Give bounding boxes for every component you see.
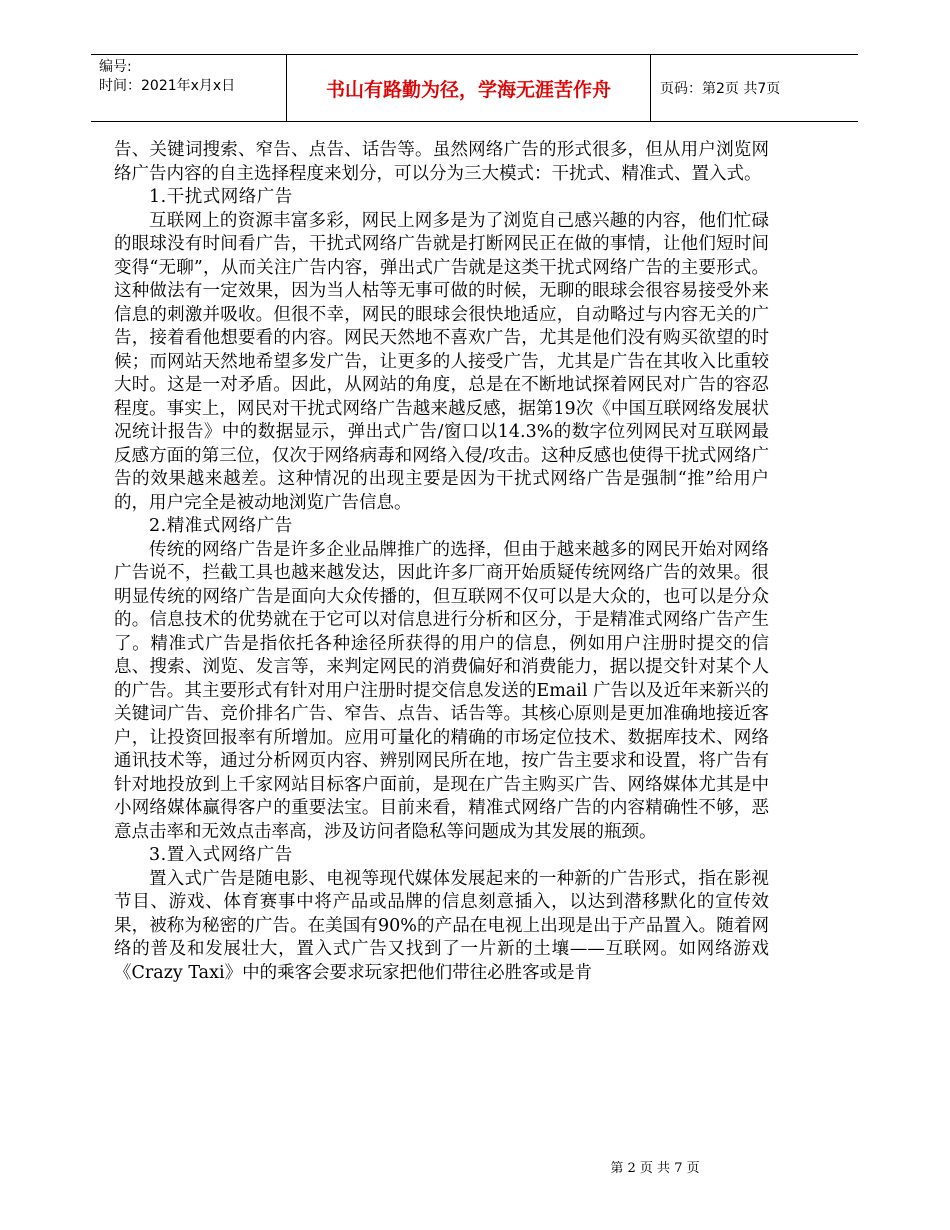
section-heading: 1.干扰式网络广告 xyxy=(149,187,293,207)
page-header xyxy=(91,54,858,122)
paragraph: 互联网上的资源丰富多彩，网民上网多是为了浏览自己感兴趣的内容，他们忙碌的眼球没有时间看广告，干扰式网络广告就是打断网民正在做的事情，让他们短时间变得“无聊”，从而关注广告内容，弹出式广告就是这类干扰式网络广告的主要形式。这种做法有一定效果，因为当人枯等无事可做的时候，无聊的眼球会很容易接受外来信息的刺激并吸收。但很不幸，网民的眼球会很快地适应，自动略过与内容无关的广告，接着看他想要看的内容。网民天然地不喜欢广告，尤其是他们没有购买欲望的时候；而网站天然地希望多发广告，让更多的人接受广告，尤其是广告在其收入比重较大时。这是一对矛盾。因此，从网站的角度，总是在不断地试探着网民对广告的容忍程度。事实上，网民对干扰式网络广告越来越反感，据第19次《中国互联网络发展状况统计报告》中的数据显示，弹出式广告/窗口以14.3%的数字位列网民对互联网最反感方面的第三位，仅次于网络病毒和网络入侵/攻击。这种反感也使得干扰式网络广告的效果越来越差。这种情况的出现主要是因为干扰式网络广告是强制“推”给用户的，用户完全是被动地浏览广告信息。 xyxy=(114,210,769,513)
section-heading: 3.置入式网络广告 xyxy=(149,845,293,865)
page-footer: 第 2 页 共 7 页 xyxy=(610,1161,700,1176)
paragraph: 置入式广告是随电影、电视等现代媒体发展起来的一种新的广告形式，指在影视节目、游戏、体育赛事中将产品或品牌的信息刻意插入，以达到潜移默化的宣传效果，被称为秘密的广告。在美国有90%的产品在电视上出现是出于产品置入。随着网络的普及和发展壮大，置入式广告又找到了一片新的土壤——互联网。如网络游戏《Crazy Taxi》中的乘客会要求玩家把他们带往必胜客或是肯 xyxy=(114,868,769,983)
section-heading: 2.精准式网络广告 xyxy=(149,516,293,536)
time-label: 时间：2021年x月x日 xyxy=(99,78,236,94)
header-meta xyxy=(99,58,235,96)
number-label: 编号: xyxy=(99,59,132,75)
header-motto: 书山有路勤为径，学海无涯苦作舟 xyxy=(325,78,611,101)
header-divider xyxy=(650,55,651,121)
paragraph: 告、关键词搜索、窄告、点告、话告等。虽然网络广告的形式很多，但从用户浏览网络广告内容的自主选择程度来划分，可以分为三大模式：干扰式、精准式、置入式。 xyxy=(114,140,769,184)
document-body xyxy=(114,139,769,985)
header-page-info: 页码：第2页 共7页 xyxy=(660,81,781,97)
paragraph: 传统的网络广告是许多企业品牌推广的选择，但由于越来越多的网民开始对网络广告说不，拦截工具也越来越发达，因此许多厂商开始质疑传统网络广告的效果。很明显传统的网络广告是面向大众传播的，但互联网不仅可以是大众的，也可以是分众的。信息技术的优势就在于它可以对信息进行分析和区分，于是精准式网络广告产生了。精准式广告是指依托各种途径所获得的用户的信息，例如用户注册时提交的信息、搜索、浏览、发言等，来判定网民的消费偏好和消费能力，据以提交针对某个人的广告。其主要形式有针对用户注册时提交信息发送的Email 广告以及近年来新兴的关键词广告、竞价排名广告、窄告、点告、话告等。其核心原则是更加准确地接近客户，让投资回报率有所增加。应用可量化的精确的市场定位技术、数据库技术、网络通讯技术等，通过分析网页内容、辨别网民所在地，按广告主要求和设置，将广告有针对地投放到上千家网站目标客户面前，是现在广告主购买广告、网络媒体尤其是中小网络媒体赢得客户的重要法宝。目前来看，精准式网络广告的内容精确性不够，恶意点击率和无效点击率高，涉及访问者隐私等问题成为其发展的瓶颈。 xyxy=(114,539,769,842)
